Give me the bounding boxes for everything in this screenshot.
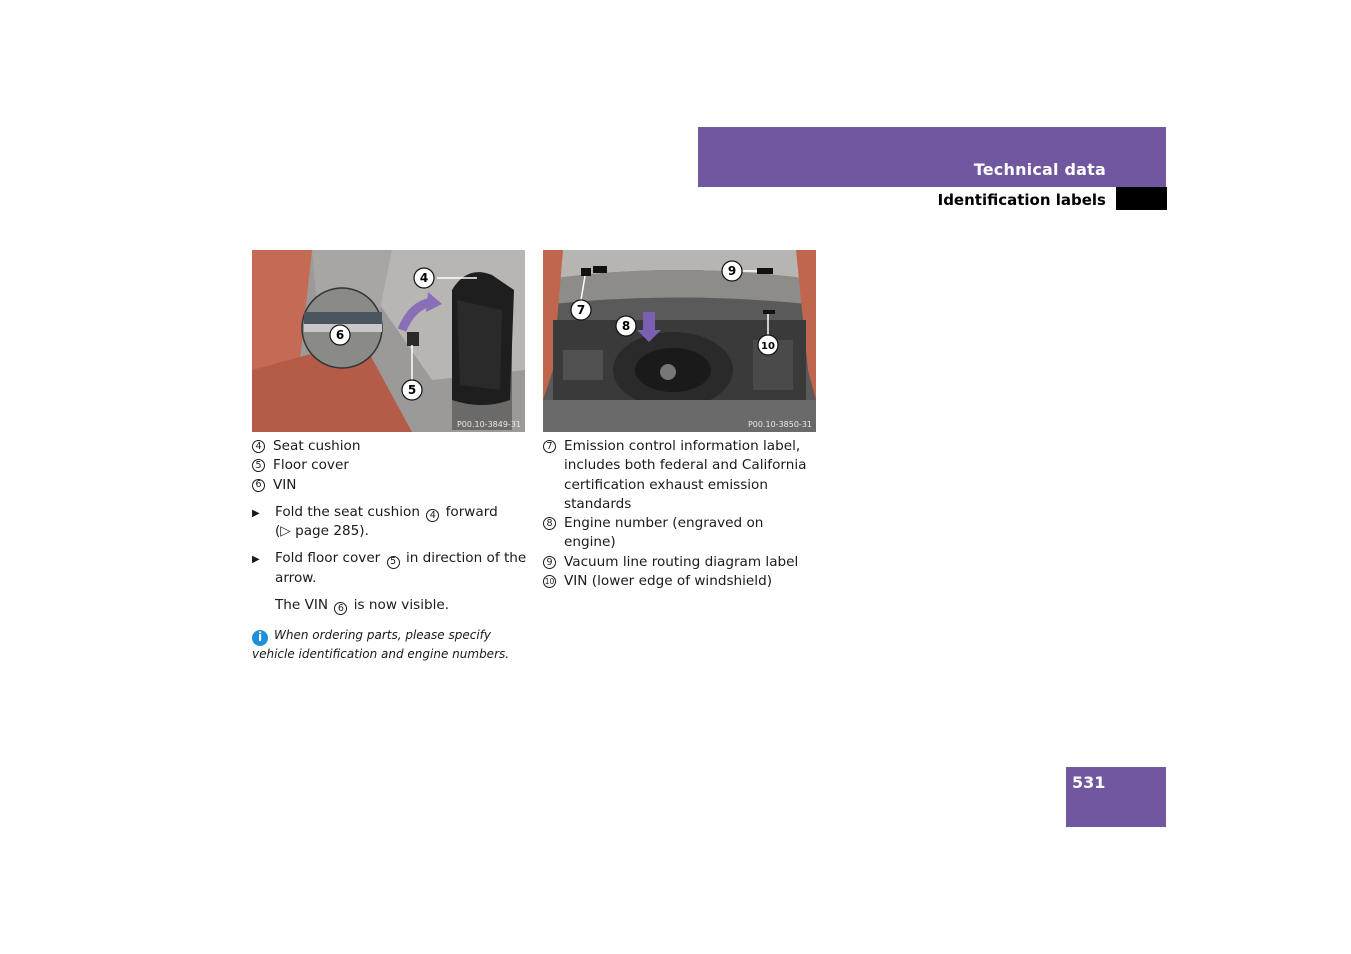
legend-item bbox=[543, 553, 818, 572]
callout-6: 6 bbox=[335, 328, 345, 342]
callout-number: 5 bbox=[387, 556, 400, 569]
callout-number: 10 bbox=[543, 575, 556, 588]
callout-8: 8 bbox=[621, 319, 631, 333]
instruction-step: ▶ Fold the seat cushion 4 forward (▷ page 285). bbox=[252, 503, 498, 540]
legend-text: Floor cover bbox=[273, 457, 349, 474]
callout-5: 5 bbox=[407, 383, 417, 397]
legend-text: Emission control information label, includes both federal and California certification exhaust emission standards bbox=[564, 438, 807, 512]
callout-number: 5 bbox=[252, 459, 265, 472]
section-title: Technical data bbox=[973, 160, 1106, 179]
callout-7: 7 bbox=[576, 303, 586, 317]
callout-number: 4 bbox=[426, 509, 439, 522]
section-tab-marker bbox=[1116, 187, 1167, 210]
legend-item bbox=[252, 456, 527, 475]
page-number: 531 bbox=[1072, 773, 1106, 792]
step-result: The VIN 6 is now visible. bbox=[275, 597, 450, 615]
bullet-triangle-icon: ▶ bbox=[252, 507, 260, 519]
legend-text: VIN (lower edge of windshield) bbox=[564, 573, 773, 590]
legend-text: VIN bbox=[273, 476, 297, 493]
page-reference-link[interactable]: (▷ page 285). bbox=[275, 523, 369, 540]
legend-item bbox=[543, 437, 818, 514]
callout-10: 10 bbox=[761, 341, 775, 352]
engine-bay-photo bbox=[543, 250, 816, 432]
photo-code: P00.10-3850-31 bbox=[747, 420, 812, 429]
page-number-box bbox=[1066, 767, 1166, 827]
left-column bbox=[252, 437, 527, 663]
info-note bbox=[252, 627, 527, 663]
legend-item bbox=[543, 514, 818, 553]
info-icon: i bbox=[252, 630, 268, 646]
callout-4: 4 bbox=[419, 271, 429, 285]
legend-item bbox=[252, 476, 527, 495]
callout-number: 6 bbox=[334, 602, 347, 615]
legend-item bbox=[543, 572, 818, 591]
seat-floor-photo bbox=[252, 250, 525, 432]
legend-item bbox=[252, 437, 527, 456]
instruction-step: ▶ Fold floor cover 5 in direction of the arrow. bbox=[252, 550, 527, 586]
right-column bbox=[543, 437, 818, 591]
legend-text: Vacuum line routing diagram label bbox=[564, 553, 799, 570]
legend-text: Seat cushion bbox=[273, 438, 361, 454]
bullet-triangle-icon: ▶ bbox=[252, 554, 260, 566]
callout-number: 9 bbox=[543, 556, 556, 569]
callout-number: 6 bbox=[252, 479, 265, 492]
callout-number: 7 bbox=[543, 440, 556, 453]
callout-number: 8 bbox=[543, 517, 556, 530]
callout-9: 9 bbox=[727, 264, 737, 278]
callout-number: 4 bbox=[252, 440, 265, 453]
note-text: When ordering parts, please specify vehicle identification and engine numbers. bbox=[252, 628, 510, 661]
subsection-title: Identification labels bbox=[937, 191, 1106, 209]
photo-code: P00.10-3849-31 bbox=[456, 420, 521, 429]
legend-text: Engine number (engraved on engine) bbox=[564, 515, 764, 551]
